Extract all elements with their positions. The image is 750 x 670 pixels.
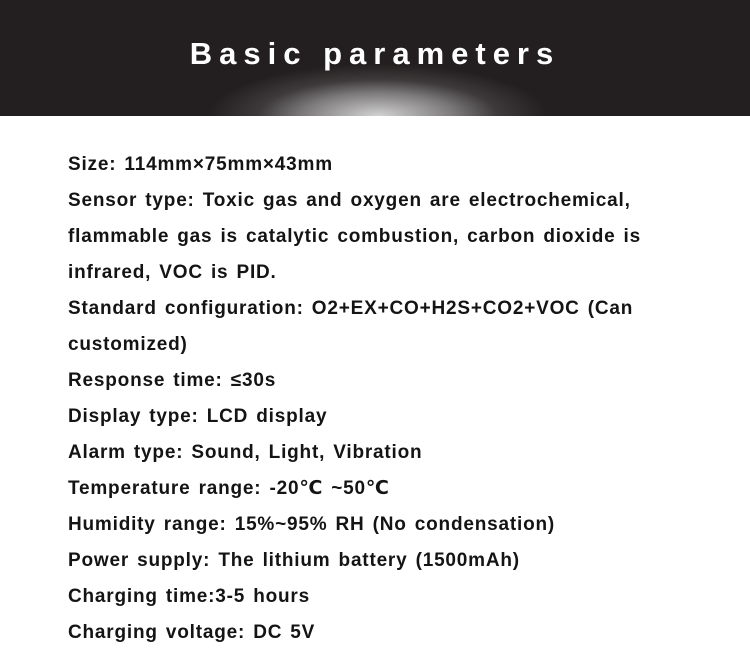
spec-line: Alarm type: Sound, Light, Vibration — [68, 442, 423, 463]
spec-line: Display type: LCD display — [68, 406, 328, 427]
spec-line: Humidity range: 15%~95% RH (No condensation) — [68, 514, 556, 535]
spec-line: Response time: ≤30s — [68, 370, 277, 391]
page-title: Basic parameters — [189, 36, 561, 71]
spec-line: Power supply: The lithium battery (1500mAh) — [68, 550, 520, 571]
spec-line: Temperature range: -20℃ ~50℃ — [68, 478, 390, 499]
spec-line: Charging voltage: DC 5V — [68, 622, 316, 643]
spec-line: Charging time:3-5 hours — [68, 586, 310, 607]
spec-line: Standard configuration: O2+EX+CO+H2S+CO2+VOC (Can — [68, 298, 634, 319]
spec-line: Sensor type: Toxic gas and oxygen are electrochemical, — [68, 190, 631, 211]
spec-line: flammable gas is catalytic combustion, carbon dioxide is — [68, 226, 642, 247]
spec-line: Size: 114mm×75mm×43mm — [68, 154, 333, 175]
page-header — [0, 0, 750, 116]
spec-line: customized) — [68, 334, 188, 355]
parameters-list — [0, 116, 750, 651]
spec-line: infrared, VOC is PID. — [68, 262, 277, 283]
